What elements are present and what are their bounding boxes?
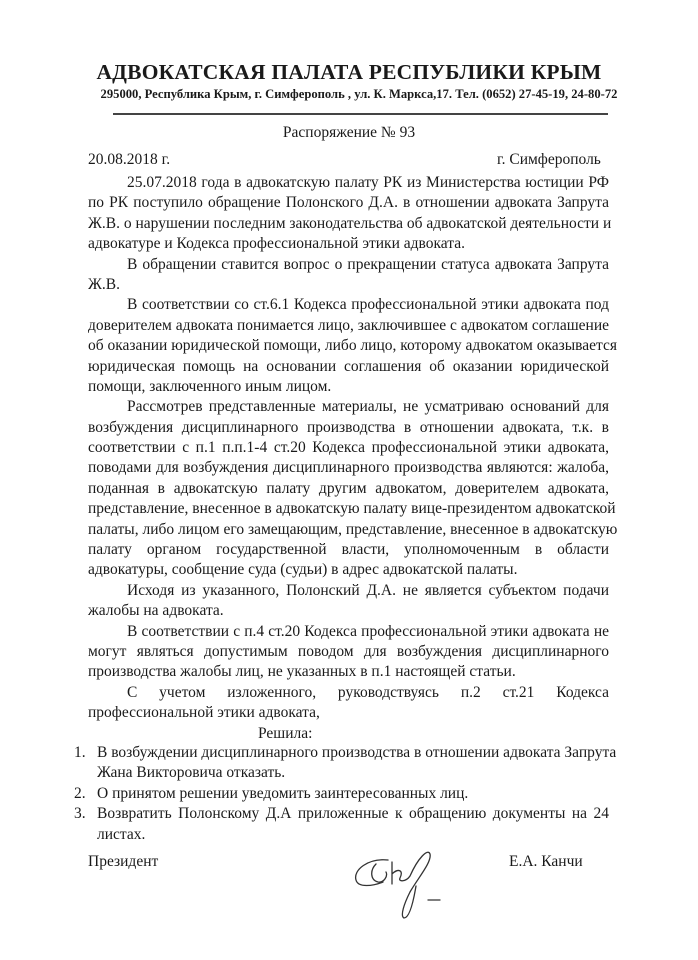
decision-item [74,784,609,804]
paragraph [88,397,618,581]
paragraph-line: Ж.В. [88,275,120,293]
organization-address: 295000, Республика Крым, г. Симферополь , ул. К. Маркса,17. Тел. (0652) 27-45-19, 24-80-72 [100,87,618,101]
decisions-list [74,743,617,845]
paragraph-line: В соответствии со ст.6.1 Кодекса профессиональной этики адвоката под [127,296,609,314]
signer-name: Е.А. Канчи [509,853,583,870]
organization-title: АДВОКАТСКАЯ ПАЛАТА РЕСПУБЛИКИ КРЫМ [96,60,602,84]
paragraph-line: производства жалобы лиц, не указанных в п.1 настоящей статьи. [88,663,516,681]
decision-item [74,743,617,784]
paragraph-line: адвокатуре и Кодекса профессиональной этики адвоката. [88,235,465,253]
signer-position: Президент [88,853,159,870]
paragraph-line: Рассмотрев представленные материалы, не усматриваю оснований для [127,398,609,416]
paragraph-line: об оказании юридической помощи, либо лицо, которому адвокатом оказывается [88,337,618,355]
paragraph-line: профессиональной этики адвоката, [88,704,320,722]
decision-line: Жана Викторовича отказать. [97,764,286,782]
paragraph-line: соответствии с п.1 п.п.1-4 ст.20 Кодекса профессиональной этики адвоката, [88,439,609,457]
paragraph-line: представление, внесенное в адвокатскую палату вице-президентом адвокатской [88,500,616,518]
document-body [88,173,618,724]
paragraph-line: 25.07.2018 года в адвокатскую палату РК из Министерства юстиции РФ [127,174,609,191]
paragraph-line: С учетом изложенного, руководствуясь п.2 ст.21 Кодекса [127,683,609,701]
decided-heading: Решила: [258,725,313,742]
paragraph [88,581,609,622]
paragraph-line: жалобы на адвоката. [88,602,224,620]
paragraph [88,255,609,296]
decision-number: 2. [74,784,86,802]
paragraph-line: юридическая помощь на основании соглашения об оказании юридической [88,357,609,375]
signature-icon [348,848,468,923]
decision-line: листах. [97,825,146,843]
decision-number: 1. [74,744,86,761]
paragraph [88,295,618,397]
paragraph-line: поводами для возбуждения дисциплинарного производства являются: жалоба, [88,459,609,477]
paragraph [88,622,609,683]
paragraph-line: помощи, заключенного иным лицом. [88,377,332,395]
paragraph-line: адвокатуры, сообщение суда (судьи) в адрес адвокатской палаты. [88,561,518,579]
paragraph-line: поданная в адвокатскую палату другим адвокатом, доверителем адвоката, [88,479,609,497]
paragraph-line: Ж.В. о нарушении последним законодательства об адвокатской деятельности и [88,214,612,232]
order-title: Распоряжение № 93 [282,124,416,141]
document-date: 20.08.2018 г. [88,151,171,168]
header-divider [113,113,608,115]
decision-line: О принятом решении уведомить заинтересованных лиц. [97,784,469,802]
document-city: г. Симферополь [497,151,601,168]
paragraph [88,683,609,724]
paragraph-line: Исходя из указанного, Полонский Д.А. не является субъектом подачи [127,581,609,599]
decision-line: Возвратить Полонскому Д.А приложенные к обращению документы на 24 [97,805,609,823]
paragraph-line: палаты, либо лицом его замещающим, представление, внесенное в адвокатскую [88,520,618,538]
paragraph-line: возбуждения дисциплинарного производства в отношении адвоката, т.к. в [88,418,609,436]
paragraph-line: В соответствии с п.4 ст.20 Кодекса профессиональной этики адвоката не [127,622,609,640]
paragraph [88,173,612,255]
decision-item [74,804,609,845]
paragraph-line: по РК поступило обращение Полонского Д.А. в отношении адвоката Запрута [88,194,609,212]
decision-line: В возбуждении дисциплинарного производства в отношении адвоката Запрута [97,744,617,761]
paragraph-line: доверителем адвоката понимается лицо, заключившее с адвокатом соглашение [88,316,610,334]
paragraph-line: В обращении ставится вопрос о прекращении статуса адвоката Запрута [127,255,609,273]
decision-number: 3. [74,805,86,823]
paragraph-line: могут являться допустимым поводом для возбуждения дисциплинарного [88,642,609,660]
paragraph-line: палату органом государственной власти, уполномоченным в области [88,541,609,559]
